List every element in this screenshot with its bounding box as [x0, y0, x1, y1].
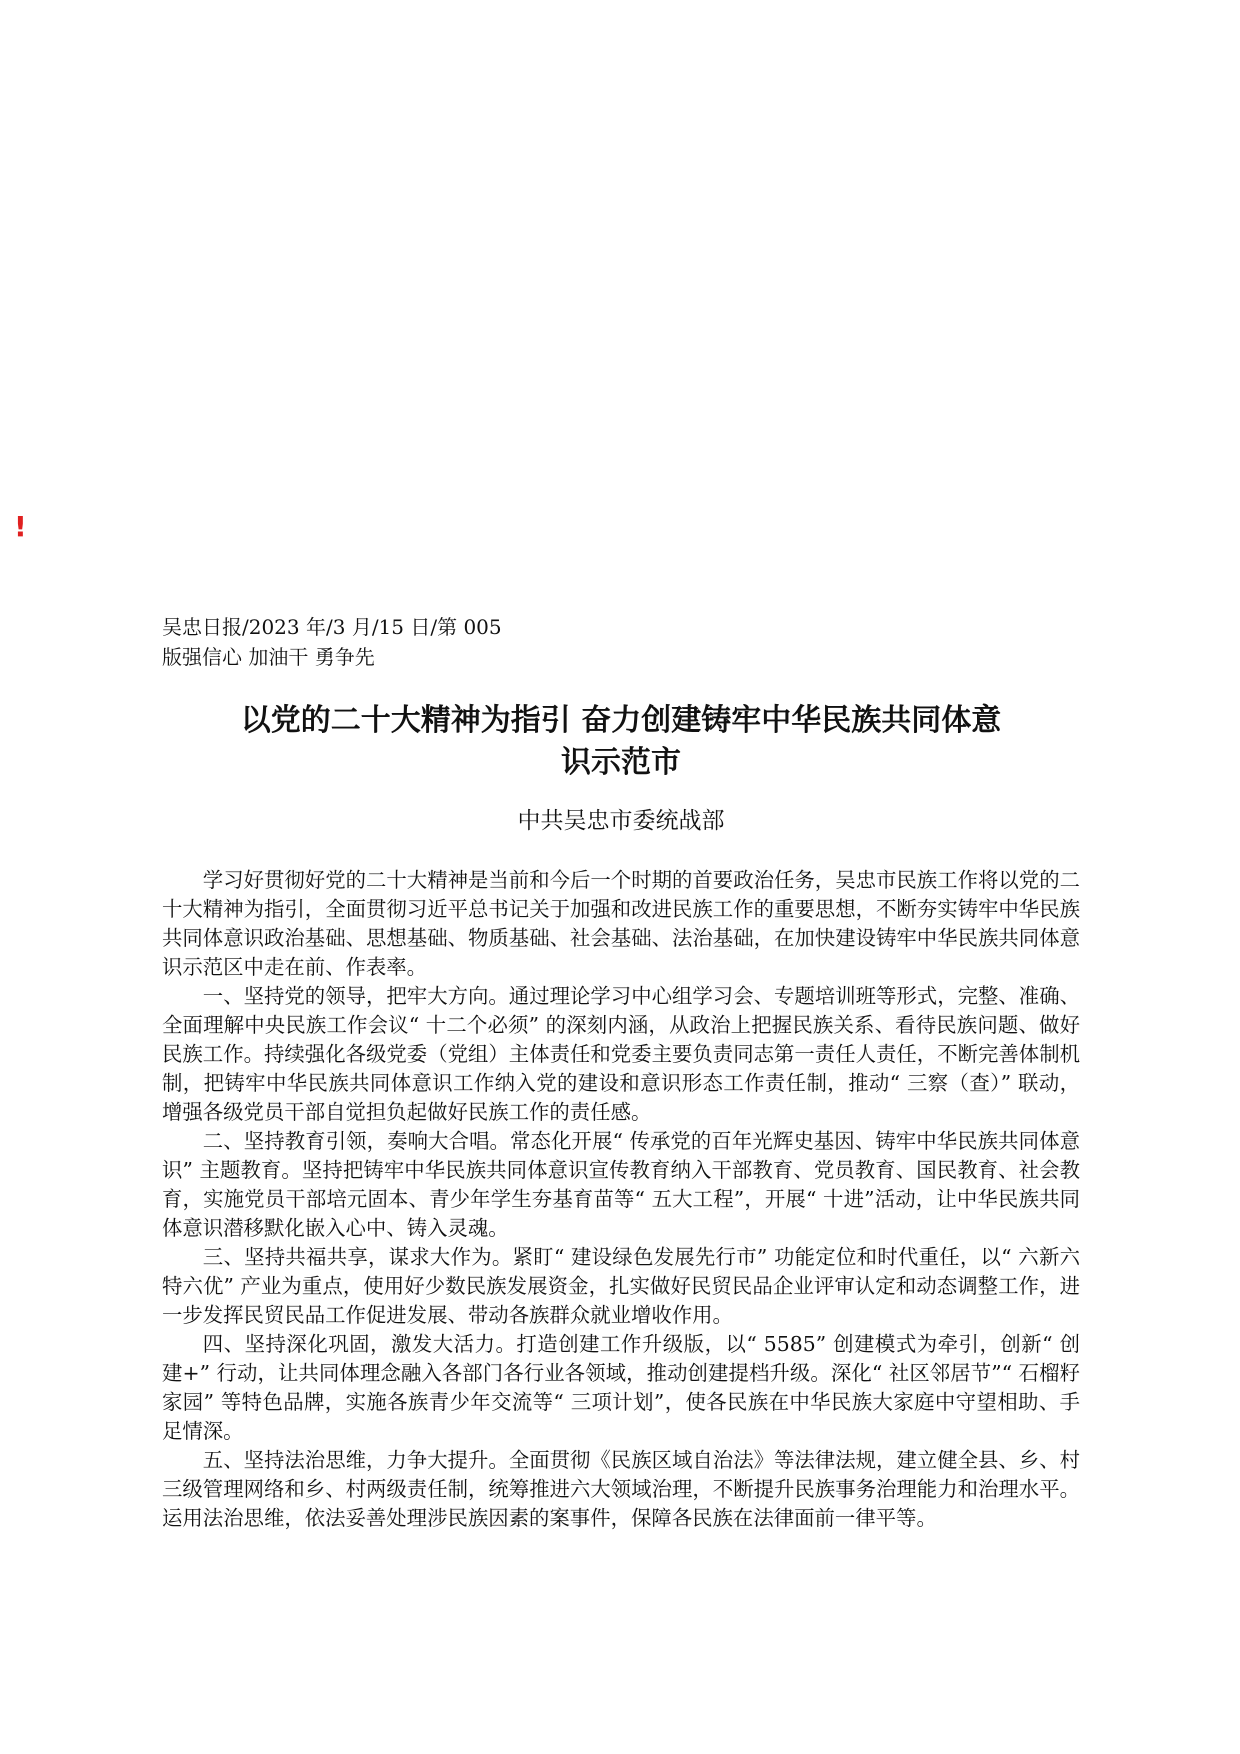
article-title-line-1: 以党的二十大精神为指引 奋力创建铸牢中华民族共同体意 — [240, 703, 1002, 738]
source-line — [162, 612, 1062, 672]
paragraph-4: 四、坚持深化巩固，激发大活力。打造创建工作升级版，以“ 5585” 创建模式为牵引，创新“ 创建+” 行动，让共同体理念融入各部门各行业各领域，推动创建提档升级。深化“ 社区邻居节”“ 石榴籽家园” 等特色品牌，实施各族青少年交流等“ 三项计划”，使各民族在中华民族大家庭中守望相助、手足情深。 — [162, 1332, 1080, 1443]
paragraph-intro: 学习好贯彻好党的二十大精神是当前和今后一个时期的首要政治任务，吴忠市民族工作将以党的二十大精神为指引，全面贯彻习近平总书记关于加强和改进民族工作的重要思想，不断夯实铸牢中华民族共同体意识政治基础、思想基础、物质基础、社会基础、法治基础，在加快建设铸牢中华民族共同体意识示范区中走在前、作表率。 — [162, 868, 1080, 979]
source-line-1: 吴忠日报/2023 年/3 月/15 日/第 005 — [162, 615, 502, 639]
article-title-line-2: 识示范市 — [561, 745, 681, 780]
red-exclamation-mark: ! — [14, 510, 27, 543]
paragraph-2: 二、坚持教育引领，奏响大合唱。常态化开展“ 传承党的百年光辉史基因、铸牢中华民族共同体意识” 主题教育。坚持把铸牢中华民族共同体意识宣传教育纳入干部教育、党员教育、国民教育、社会教育，实施党员干部培元固本、青少年学生夯基育苗等“ 五大工程”，开展“ 十进”活动，让中华民族共同体意识潜移默化嵌入心中、铸入灵魂。 — [162, 1129, 1080, 1240]
paragraph-3: 三、坚持共福共享，谋求大作为。紧盯“ 建设绿色发展先行市” 功能定位和时代重任，以“ 六新六特六优” 产业为重点，使用好少数民族发展资金，扎实做好民贸民品企业评审认定和动态调整工作，进一步发挥民贸民品工作促进发展、带动各族群众就业增收作用。 — [162, 1245, 1080, 1327]
source-line-2: 版强信心 加油干 勇争先 — [162, 645, 375, 669]
article-body — [162, 866, 1080, 1533]
paragraph-1: 一、坚持党的领导，把牢大方向。通过理论学习中心组学习会、专题培训班等形式，完整、准确、全面理解中央民族工作会议“ 十二个必须” 的深刻内涵，从政治上把握民族关系、看待民族问题、做好民族工作。持续强化各级党委（党组）主体责任和党委主要负责同志第一责任人责任，不断完善体制机制，把铸牢中华民族共同体意识工作纳入党的建设和意识形态工作责任制，推动“ 三察（查）” 联动，增强各级党员干部自觉担负起做好民族工作的责任感。 — [162, 984, 1080, 1124]
paragraph-5: 五、坚持法治思维，力争大提升。全面贯彻《民族区域自治法》等法律法规，建立健全县、乡、村三级管理网络和乡、村两级责任制，统筹推进六大领域治理，不断提升民族事务治理能力和治理水平。运用法治思维，依法妥善处理涉民族因素的案事件，保障各民族在法律面前一律平等。 — [162, 1448, 1080, 1530]
article-author: 中共吴忠市委统战部 — [517, 808, 725, 834]
article-title — [162, 700, 1080, 784]
